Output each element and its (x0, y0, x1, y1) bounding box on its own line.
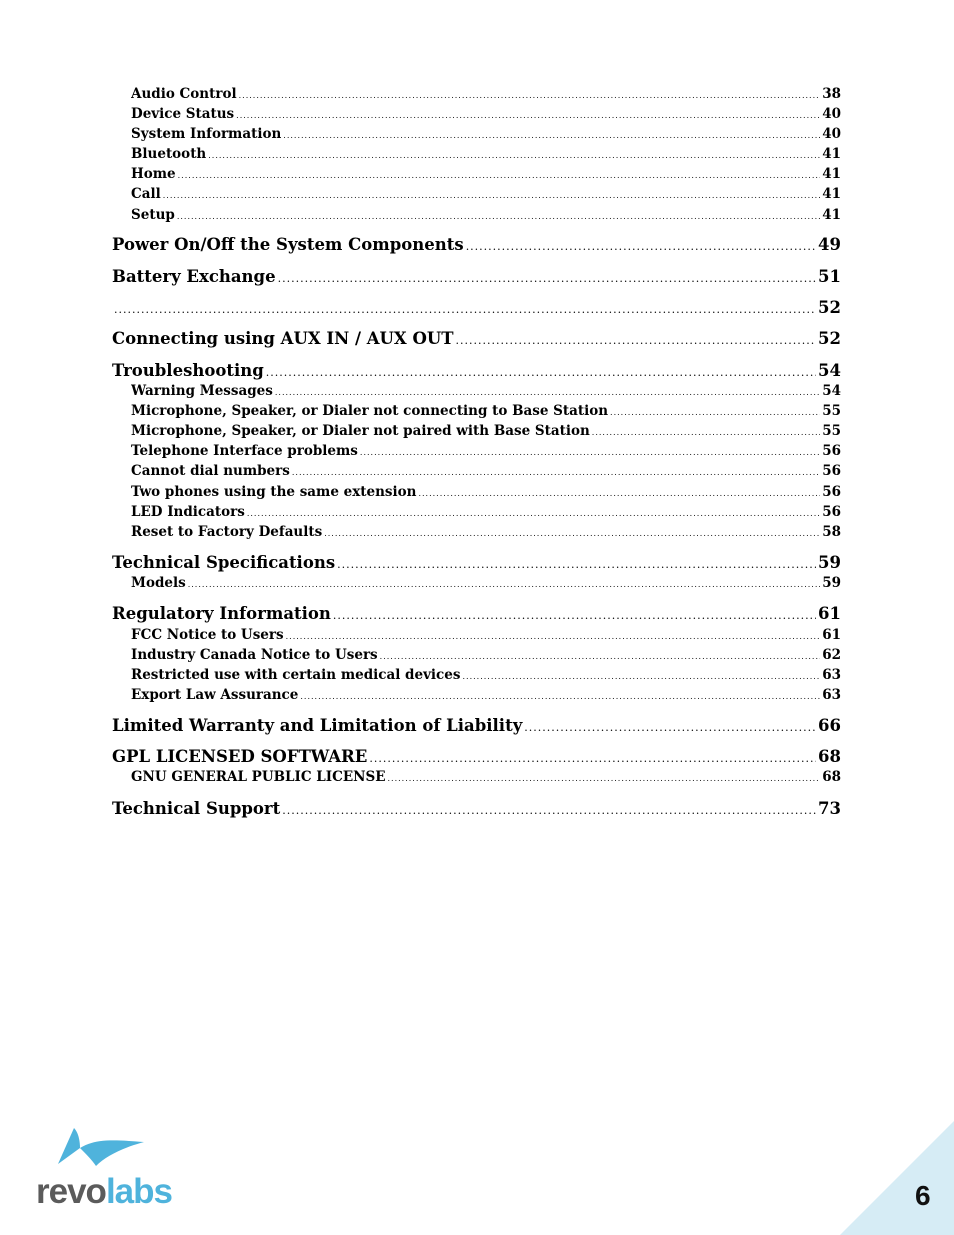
toc-entry-title: Troubleshooting (112, 361, 264, 380)
toc-dot-leader (247, 509, 820, 518)
toc-dot-leader (188, 580, 820, 589)
toc-dot-leader (239, 91, 821, 100)
toc-dot-leader (466, 240, 816, 253)
toc-subentry[interactable] (131, 403, 841, 419)
toc-entry-title: Device Status (131, 106, 235, 122)
toc-dot-leader (456, 334, 817, 347)
toc-entry-page: 68 (822, 769, 841, 785)
toc-entry-title: Audio Control (131, 86, 237, 102)
toc-entry-title: Cannot dial numbers (131, 463, 290, 479)
toc-entry-page: 54 (822, 383, 841, 399)
toc-dot-leader (236, 111, 820, 120)
toc-entry-title: Technical Specifications (112, 553, 336, 572)
toc-entry-title: Export Law Assurance (131, 687, 299, 703)
toc-subentry[interactable] (131, 627, 841, 643)
toc-subentry[interactable] (131, 86, 841, 102)
toc-dot-leader (266, 366, 816, 379)
toc-dot-leader (524, 721, 816, 734)
toc-entry-title: Technical Support (112, 799, 281, 818)
toc-entry-title: Power On/Off the System Components (112, 235, 464, 254)
toc-entry-page: 49 (818, 235, 841, 254)
toc-dot-leader (300, 692, 820, 701)
toc-entry-title: Reset to Factory Defaults (131, 524, 323, 540)
toc-entry-title: FCC Notice to Users (131, 627, 284, 643)
toc-dot-leader (283, 131, 820, 140)
toc-entry-page: 59 (818, 553, 841, 572)
toc-dot-leader (380, 652, 821, 661)
toc-dot-leader (178, 171, 821, 180)
toc-entry-title: Home (131, 166, 176, 182)
toc-entry-page: 73 (818, 799, 841, 818)
toc-entry-page: 56 (822, 504, 841, 520)
toc-subentry[interactable] (131, 207, 841, 223)
toc-entry-page: 56 (822, 484, 841, 500)
toc-dot-leader (369, 752, 816, 765)
toc-entry-page: 55 (822, 403, 841, 419)
toc-entry[interactable] (112, 235, 841, 254)
toc-dot-leader (275, 388, 820, 397)
toc-dot-leader (282, 804, 816, 817)
toc-entry-page: 63 (822, 667, 841, 683)
toc-entry-title: Industry Canada Notice to Users (131, 647, 378, 663)
toc-entry-title: Models (131, 575, 186, 591)
toc-entry-title: LED Indicators (131, 504, 245, 520)
toc-subentry[interactable] (131, 186, 841, 202)
toc-entry-page: 55 (822, 423, 841, 439)
toc-dot-leader (360, 448, 820, 457)
toc-entry-title: Connecting using AUX IN / AUX OUT (112, 329, 454, 348)
toc-subentry[interactable] (131, 524, 841, 540)
toc-entry-title: GPL LICENSED SOFTWARE (112, 747, 368, 766)
toc-entry-title: Warning Messages (131, 383, 273, 399)
toc-entry-page: 51 (818, 267, 841, 286)
toc-entry-title: Setup (131, 207, 175, 223)
toc-subentry[interactable] (131, 106, 841, 122)
logo-text-revo: revo (36, 1172, 106, 1211)
toc-entry-page: 40 (822, 106, 841, 122)
toc-dot-leader (278, 272, 816, 285)
toc-subentry[interactable] (131, 575, 841, 591)
toc-entry-page: 56 (822, 463, 841, 479)
logo-text-labs: labs (105, 1172, 172, 1211)
toc-dot-leader (333, 609, 816, 622)
revolabs-logo (36, 1120, 172, 1215)
toc-entry[interactable] (112, 716, 841, 735)
toc-subentry[interactable] (131, 423, 841, 439)
toc-subentry[interactable] (131, 769, 841, 785)
toc-subentry[interactable] (131, 443, 841, 459)
toc-dot-leader (286, 632, 821, 641)
toc-entry[interactable] (112, 267, 841, 286)
toc-dot-leader (592, 428, 820, 437)
toc-subentry[interactable] (131, 383, 841, 399)
toc-subentry[interactable] (131, 667, 841, 683)
toc-subentry[interactable] (131, 146, 841, 162)
toc-subentry[interactable] (131, 484, 841, 500)
toc-entry[interactable] (112, 553, 841, 572)
toc-entry-title: System Information (131, 126, 282, 142)
toc-subentry[interactable] (131, 687, 841, 703)
toc-entry-page: 40 (822, 126, 841, 142)
toc-entry[interactable] (112, 298, 841, 317)
toc-entry-title: Restricted use with certain medical devices (131, 667, 461, 683)
toc-entry-page: 68 (818, 747, 841, 766)
toc-entry-page: 41 (822, 146, 841, 162)
toc-entry-title: Microphone, Speaker, or Dialer not paired with Base Station (131, 423, 590, 439)
toc-entry-page: 61 (818, 604, 841, 623)
toc-entry-page: 56 (822, 443, 841, 459)
toc-entry-page: 52 (818, 298, 841, 317)
toc-subentry[interactable] (131, 463, 841, 479)
toc-subentry[interactable] (131, 504, 841, 520)
toc-entry-title: GNU GENERAL PUBLIC LICENSE (131, 769, 386, 785)
toc-dot-leader (292, 468, 820, 477)
toc-entry-title: Call (131, 186, 161, 202)
toc-dot-leader (208, 151, 820, 160)
toc-entry-page: 62 (822, 647, 841, 663)
page-number: 6 (915, 1180, 931, 1211)
toc-dot-leader (177, 212, 820, 221)
toc-entry-title: Battery Exchange (112, 267, 276, 286)
toc-subentry[interactable] (131, 647, 841, 663)
toc-entry-title: Microphone, Speaker, or Dialer not connecting to Base Station (131, 403, 609, 419)
toc-entry-page: 61 (822, 627, 841, 643)
toc-entry-page: 38 (822, 86, 841, 102)
toc-entry-page: 58 (822, 524, 841, 540)
toc-entry-title: Telephone Interface problems (131, 443, 358, 459)
toc-dot-leader (418, 489, 820, 498)
toc-dot-leader (337, 558, 816, 571)
toc-entry[interactable] (112, 604, 841, 623)
toc-entry-page: 63 (822, 687, 841, 703)
toc-dot-leader (163, 191, 820, 200)
toc-dot-leader (324, 529, 820, 538)
toc-entry-title: Limited Warranty and Limitation of Liability (112, 716, 523, 735)
toc-subentry[interactable] (131, 126, 841, 142)
toc-entry-title: Bluetooth (131, 146, 207, 162)
toc-entry-page: 41 (822, 186, 841, 202)
toc-entry-page: 41 (822, 207, 841, 223)
toc-entry-title: Two phones using the same extension (131, 484, 417, 500)
toc-entry[interactable] (112, 799, 841, 818)
toc-subentry[interactable] (131, 166, 841, 182)
toc-entry-page: 52 (818, 329, 841, 348)
toc-entry-page: 59 (822, 575, 841, 591)
toc-dot-leader (114, 303, 816, 316)
page-corner-triangle (840, 1121, 954, 1235)
toc-entry[interactable] (112, 329, 841, 348)
toc-dot-leader (462, 672, 820, 681)
shark-fin-icon (36, 1120, 166, 1172)
toc-entry[interactable] (112, 747, 841, 766)
toc-entry-page: 41 (822, 166, 841, 182)
toc-dot-leader (610, 408, 820, 417)
logo-wordmark (36, 1172, 172, 1212)
toc-entry-page: 66 (818, 716, 841, 735)
toc-entry-page: 54 (818, 361, 841, 380)
toc-dot-leader (387, 774, 820, 783)
toc-entry-title: Regulatory Information (112, 604, 331, 623)
toc-entry[interactable] (112, 361, 841, 380)
